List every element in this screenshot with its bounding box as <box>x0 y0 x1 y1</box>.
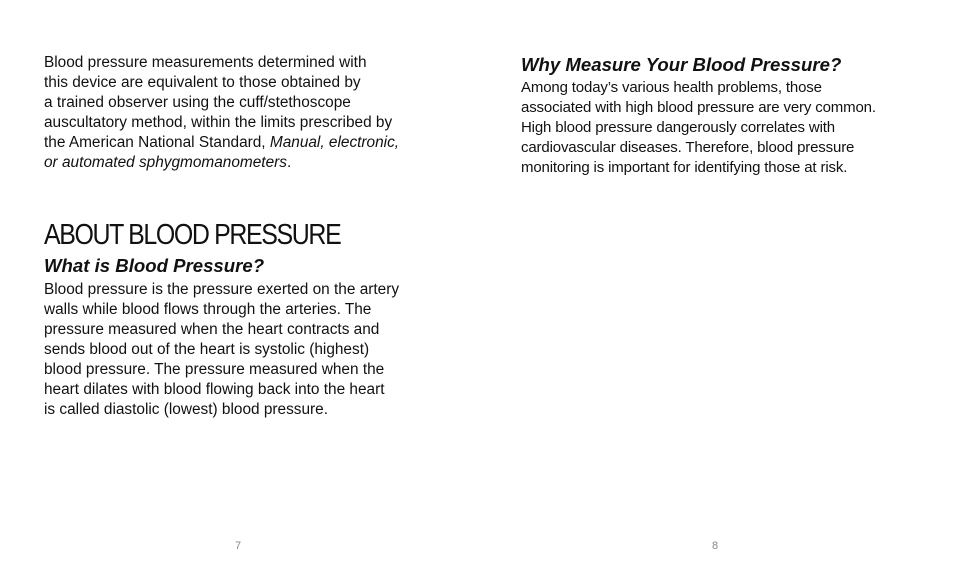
why-measure-heading: Why Measure Your Blood Pressure? <box>521 54 842 75</box>
why-measure-paragraph: Among today’s various health problems, those associated with high blood pressure are very common. High blood pressure dangerously correlates with cardiovascular diseases. Therefore, blood pressure monitoring is important for identifying those at risk. <box>521 79 876 176</box>
what-is-bp-paragraph: Blood pressure is the pressure exerted on the artery walls while blood flows through the arteries. The pressure measured when the heart contracts and sends blood out of the heart is systolic (highest) blood pressure. The pressure measured when the heart dilates with blood flowing back into the heart is called diastolic (lowest) blood pressure. <box>44 281 400 418</box>
page-number-left: 7 <box>235 540 242 552</box>
section-title: ABOUT BLOOD PRESSURE <box>44 219 341 251</box>
standard-title-italic: Manual, electronic, or automated sphygmomanometers <box>44 134 400 171</box>
intro-text: Blood pressure measurements determined with this device are equivalent to those obtained by a trained observer using the cuff/stethoscope auscultatory method, within the limits prescribed by the American National Standard, <box>44 54 393 151</box>
what-is-bp-heading: What is Blood Pressure? <box>44 255 265 276</box>
intro-period: . <box>286 154 292 171</box>
right-page <box>477 0 954 564</box>
intro-paragraph <box>44 53 444 173</box>
page-number-right: 8 <box>712 540 719 552</box>
